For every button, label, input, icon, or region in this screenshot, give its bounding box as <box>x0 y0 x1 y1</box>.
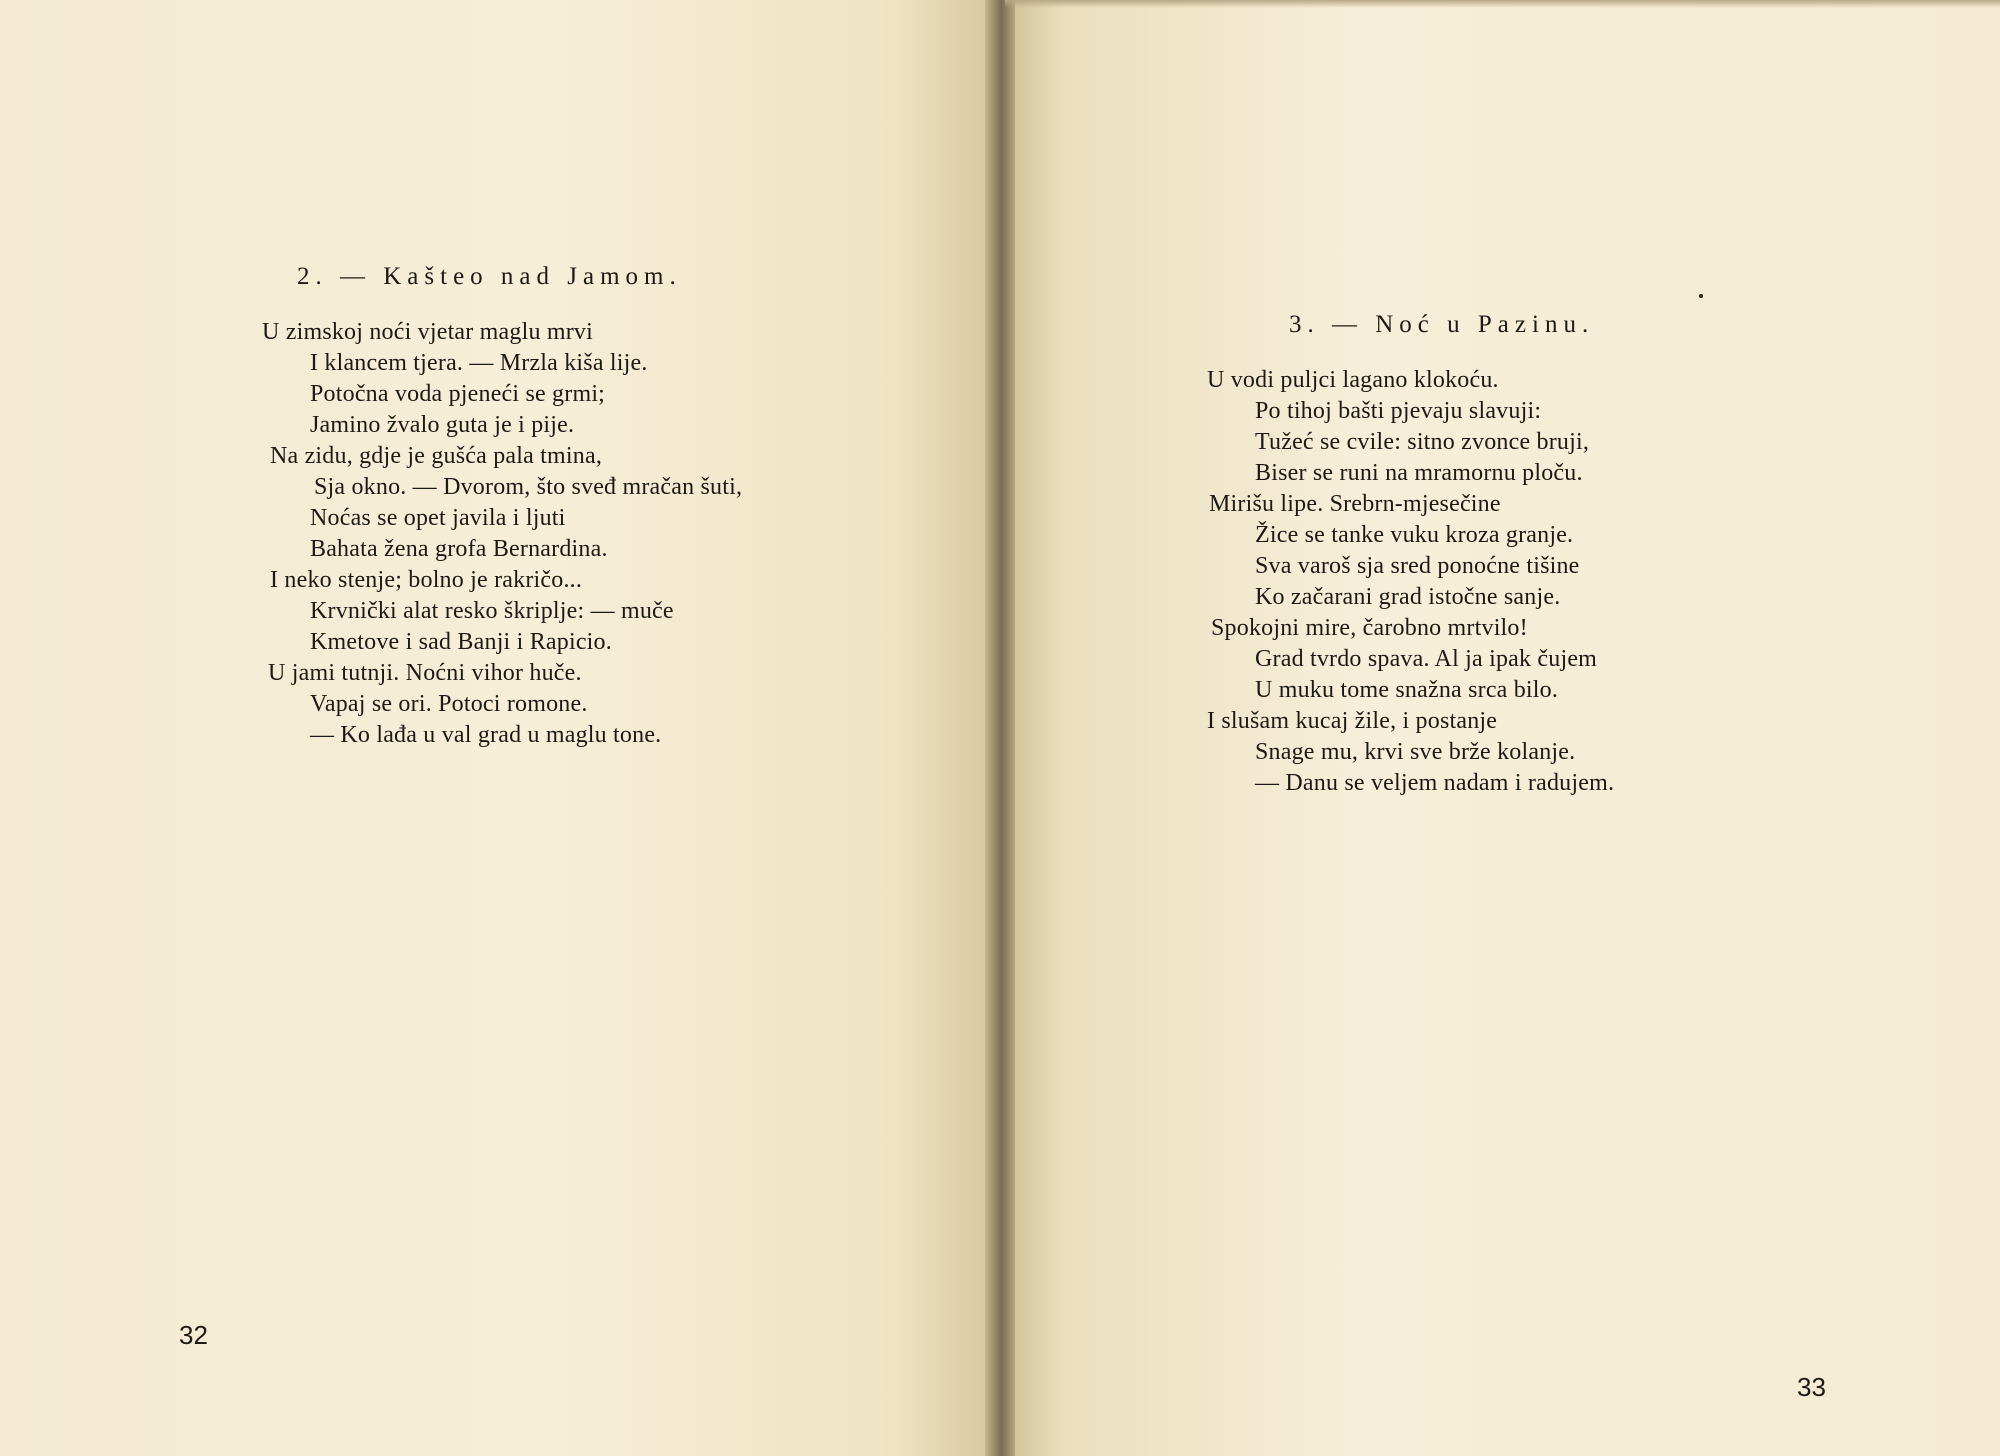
poem-line: Po tihoj bašti pjevaju slavuji: <box>1255 398 1542 424</box>
poem-line: Žice se tanke vuku kroza granje. <box>1255 522 1574 548</box>
poem-kasteo-nad-jamom <box>262 261 742 751</box>
poem-line: Tužeć se cvile: sitno zvonce bruji, <box>1255 429 1590 455</box>
poem-line: U muku tome snažna srca bilo. <box>1255 677 1559 703</box>
poem-line: Mirišu lipe. Srebrn-mjesečine <box>1209 491 1501 517</box>
poem-heading: 2. — Kašteo nad Jamom. <box>297 263 682 290</box>
poem-line: Ko začarani grad istočne sanje. <box>1255 584 1561 610</box>
poem-line: Jamino žvalo guta je i pije. <box>310 412 575 438</box>
poem-line: Na zidu, gdje je gušća pala tmina, <box>270 443 603 469</box>
poem-line: Sva varoš sja sred ponoćne tišine <box>1255 553 1580 579</box>
book-gutter <box>985 0 1015 1456</box>
poem-heading: 3. — Noć u Pazinu. <box>1289 311 1595 338</box>
page-number-left: 32 <box>179 1320 208 1350</box>
poem-noc-u-pazinu <box>1207 309 1614 799</box>
poem-line: U jami tutnji. Noćni vihor huče. <box>268 660 582 686</box>
page-number-right: 33 <box>1797 1372 1826 1402</box>
poem-line: I neko stenje; bolno je rakričo... <box>270 567 583 593</box>
poem-line: — Danu se veljem nadam i radujem. <box>1255 770 1615 796</box>
poem-line: Noćas se opet javila i ljuti <box>310 505 566 531</box>
poem-line: Bahata žena grofa Bernardina. <box>310 536 608 562</box>
poem-line: Snage mu, krvi sve brže kolanje. <box>1255 739 1576 765</box>
page-top-edge <box>1005 0 2000 8</box>
poem-line: Vapaj se ori. Potoci romone. <box>310 691 588 717</box>
poem-line: U vodi puljci lagano klokoću. <box>1207 367 1499 393</box>
poem-line: Biser se runi na mramornu ploču. <box>1255 460 1583 486</box>
print-speck <box>1699 294 1703 298</box>
poem-line: Kmetove i sad Banji i Rapicio. <box>310 629 612 655</box>
poem-line: U zimskoj noći vjetar maglu mrvi <box>262 319 593 345</box>
poem-line: Spokojni mire, čarobno mrtvilo! <box>1211 615 1528 641</box>
poem-line: I slušam kucaj žile, i postanje <box>1207 708 1498 734</box>
poem-line: I klancem tjera. — Mrzla kiša lije. <box>310 350 648 376</box>
poem-line: Grad tvrdo spava. Al ja ipak čujem <box>1255 646 1598 672</box>
poem-line: — Ko lađa u val grad u maglu tone. <box>310 722 662 748</box>
poem-line: Potočna voda pjeneći se grmi; <box>310 381 606 407</box>
poem-line: Sja okno. — Dvorom, što sveđ mračan šuti, <box>314 474 743 500</box>
poem-line: Krvnički alat resko škriplje: — muče <box>310 598 674 624</box>
